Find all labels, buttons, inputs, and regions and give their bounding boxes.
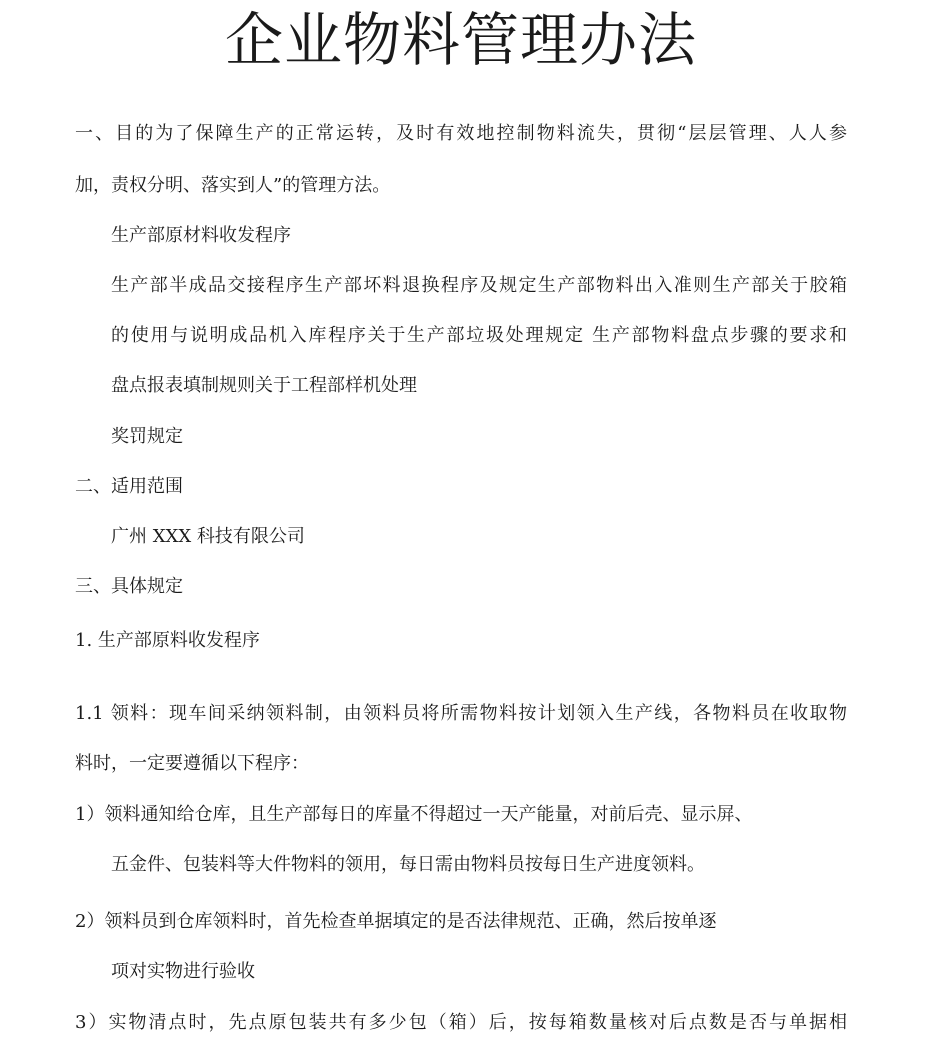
rules-heading: 三、具体规定 bbox=[75, 576, 183, 597]
procedure-step-3-line-1: 3）实物清点时，先点原包装共有多少包（箱）后，按每箱数量核对后点数是否与单据相 bbox=[75, 1012, 847, 1033]
purpose-line-1: 一、目的为了保障生产的正常运转，及时有效地控制物料流失，贯彻“层层管理、人人参 bbox=[75, 123, 847, 144]
procedure-step-2-line-1: 2）领料员到仓库领料时，首先检查单据填定的是否法律规范、正确，然后按单逐 bbox=[75, 911, 717, 932]
procedure-step-1-line-2: 五金件、包装料等大件物料的领用，每日需由物料员按每日生产进度领料。 bbox=[111, 854, 705, 875]
section-1-1-line-1: 1.1 领料：现车间采纳领料制，由领料员将所需物料按计划领入生产线，各物料员在收取物 bbox=[75, 703, 847, 724]
procedure-step-2-line-2: 项对实物进行验收 bbox=[111, 961, 255, 982]
procedure-step-1-line-1: 1）领料通知给仓库，且生产部每日的库量不得超过一天产能量，对前后壳、显示屏、 bbox=[75, 804, 753, 825]
procedure-item-rewards: 奖罚规定 bbox=[111, 426, 183, 447]
procedure-item-raw-materials: 生产部原材料收发程序 bbox=[111, 225, 291, 246]
purpose-line-2: 加，责权分明、落实到人”的管理方法。 bbox=[75, 175, 391, 196]
scope-company: 广州 XXX 科技有限公司 bbox=[111, 526, 305, 547]
procedure-list-line-2: 的使用与说明成品机入库程序关于生产部垃圾处理规定 生产部物料盘点步骤的要求和 bbox=[111, 325, 847, 346]
procedure-list-line-3: 盘点报表填制规则关于工程部样机处理 bbox=[111, 375, 417, 396]
section-1-1-line-2: 料时，一定要遵循以下程序： bbox=[75, 753, 309, 774]
procedure-list-line-1: 生产部半成品交接程序生产部坏料退换程序及规定生产部物料出入准则生产部关于胶箱 bbox=[111, 275, 847, 296]
section-1-heading: 1. 生产部原料收发程序 bbox=[75, 630, 260, 651]
document-title: 企业物料管理办法 bbox=[224, 6, 697, 74]
scope-heading: 二、适用范围 bbox=[75, 476, 183, 497]
